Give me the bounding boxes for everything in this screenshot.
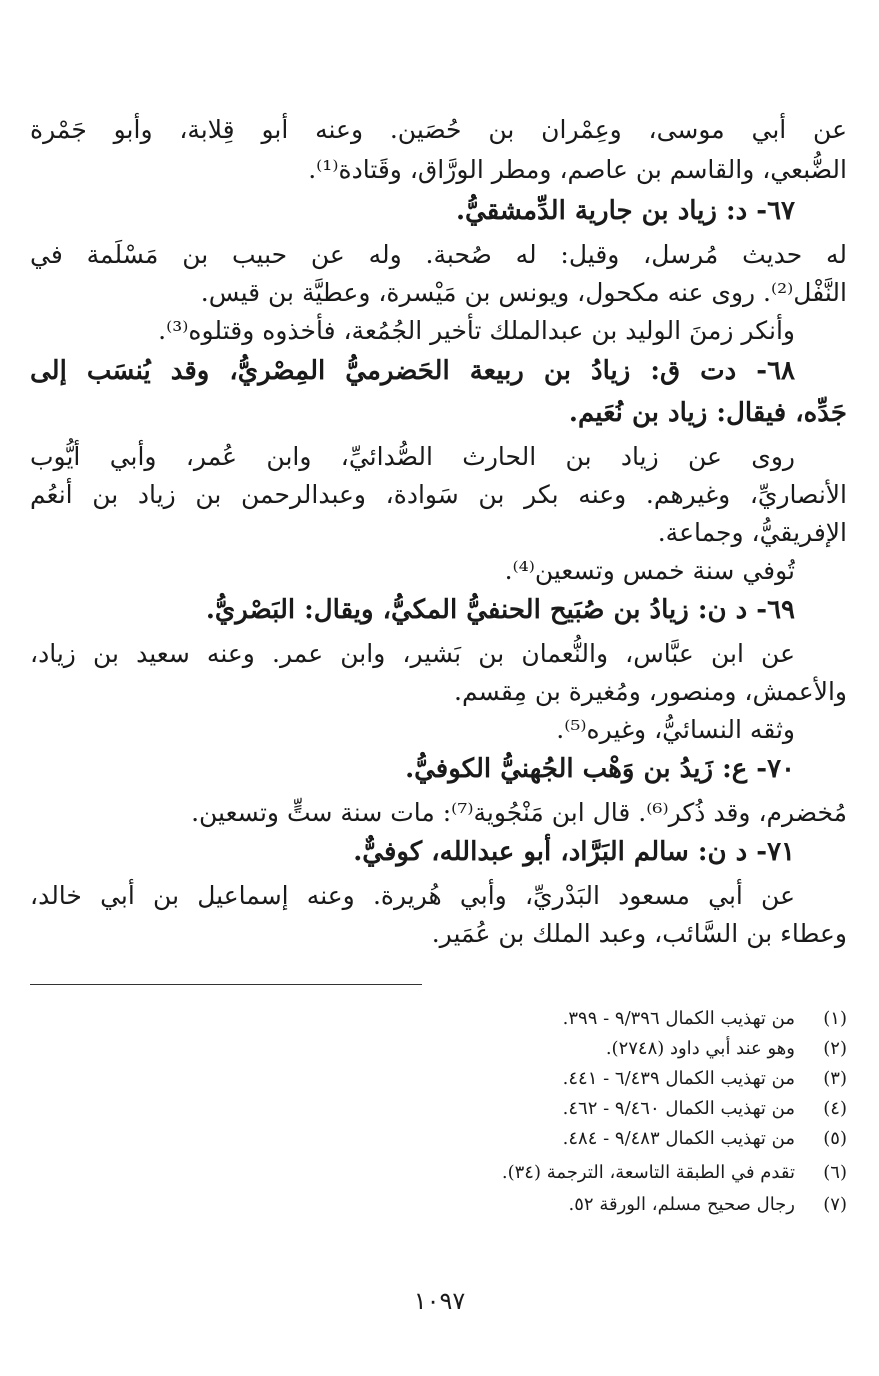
footnote-number: (٣) <box>823 1068 847 1089</box>
footnote-number: (٥) <box>823 1128 847 1149</box>
footnote-text: من تهذيب الكمال ٦/٤٣٩ - ٤٤١. <box>562 1068 795 1089</box>
footnote-text: من تهذيب الكمال ٩/٤٨٣ - ٤٨٤. <box>562 1128 795 1149</box>
footnote-number: (٧) <box>823 1194 847 1215</box>
text-line: وعطاء بن السَّائب، وعبد الملك بن عُمَير. <box>431 919 847 948</box>
footnote <box>120 1004 847 1034</box>
text-line: روى عن زياد بن الحارث الصُّدائيِّ، وابن عُمر، وأبي أيُّوب <box>30 442 795 471</box>
text-line: وأنكر زمنَ الوليد بن عبدالملك تأخير الجُمُعة، فأخذوه وقتلوه⁽³⁾. <box>158 316 795 345</box>
entry-heading-71: ٧١- د ن: سالم البَرَّاد، أبو عبدالله، كوفيٌّ. <box>353 837 795 867</box>
footnote <box>120 1124 847 1154</box>
text-line: النَّفْل⁽²⁾. روى عنه مكحول، ويونس بن مَيْسرة، وعطيَّة بن قيس. <box>200 278 847 307</box>
text-line: والأعمش، ومنصور، ومُغيرة بن مِقسم. <box>454 677 847 706</box>
text-line: وثقه النسائيُّ، وغيره⁽⁵⁾. <box>556 715 795 744</box>
entry-heading-69: ٦٩- د ن: زيادُ بن صُبَيح الحنفيُّ المكيُّ، ويقال: البَصْريُّ. <box>205 595 795 625</box>
entry-heading-67: ٦٧- د: زياد بن جارية الدِّمشقيُّ. <box>456 196 795 226</box>
text-line: له حديث مُرسل، وقيل: له صُحبة. وله عن حبيب بن مَسْلَمة في <box>30 240 847 269</box>
footnote-text: وهو عند أبي داود (٢٧٤٨). <box>605 1038 795 1059</box>
footnote-number: (٦) <box>823 1162 847 1183</box>
footnote-text: رجال صحيح مسلم، الورقة ٥٢. <box>568 1194 795 1215</box>
footnote <box>120 1094 847 1124</box>
entry-heading-70: ٧٠- ع: زَيدُ بن وَهْب الجُهنيُّ الكوفيُّ. <box>405 754 795 784</box>
text-line: مُخضرم، وقد ذُكر⁽⁶⁾. قال ابن مَنْجُوية⁽⁷⁾: مات سنة ستٍّ وتسعين. <box>191 798 847 827</box>
entry-heading-68: ٦٨- دت ق: زيادُ بن ربيعة الحَضرميُّ المِصْريُّ، وقد يُنسَب إلى <box>30 356 795 386</box>
footnote-text: من تهذيب الكمال ٩/٤٦٠ - ٤٦٢. <box>562 1098 795 1119</box>
text-line: عن أبي موسى، وعِمْران بن حُصَين. وعنه أبو قِلابة، وأبو جَمْرة <box>30 115 847 144</box>
footnote-text: تقدم في الطبقة التاسعة، الترجمة (٣٤). <box>501 1162 795 1183</box>
text-line: الأنصاريِّ، وغيرهم. وعنه بكر بن سَوادة، وعبدالرحمن بن زياد بن أنعُم <box>30 480 847 509</box>
text-line: الإفريقيُّ، وجماعة. <box>657 518 847 547</box>
footnote-number: (٢) <box>823 1038 847 1059</box>
footnote-separator <box>30 984 422 985</box>
footnote-number: (٤) <box>823 1098 847 1119</box>
text-line: تُوفي سنة خمس وتسعين⁽⁴⁾. <box>504 556 795 585</box>
page-number: ١٠٩٧ <box>413 1287 466 1315</box>
footnote <box>120 1190 847 1220</box>
footnote-text: من تهذيب الكمال ٩/٣٩٦ - ٣٩٩. <box>562 1008 795 1029</box>
footnote <box>120 1034 847 1064</box>
text-line: عن أبي مسعود البَدْريِّ، وأبي هُريرة. وعنه إسماعيل بن أبي خالد، <box>30 881 795 910</box>
text-line: الضُّبعي، والقاسم بن عاصم، ومطر الورَّاق، وقَتادة⁽¹⁾. <box>308 155 847 184</box>
text-line: عن ابن عبَّاس، والنُّعمان بن بَشير، وابن عمر. وعنه سعيد بن زياد، <box>30 639 795 668</box>
footnote <box>120 1064 847 1094</box>
entry-heading-68-continued: جَدِّه، فيقال: زياد بن نُعَيم. <box>568 398 847 428</box>
footnote <box>120 1158 847 1188</box>
footnote-number: (١) <box>823 1008 847 1029</box>
